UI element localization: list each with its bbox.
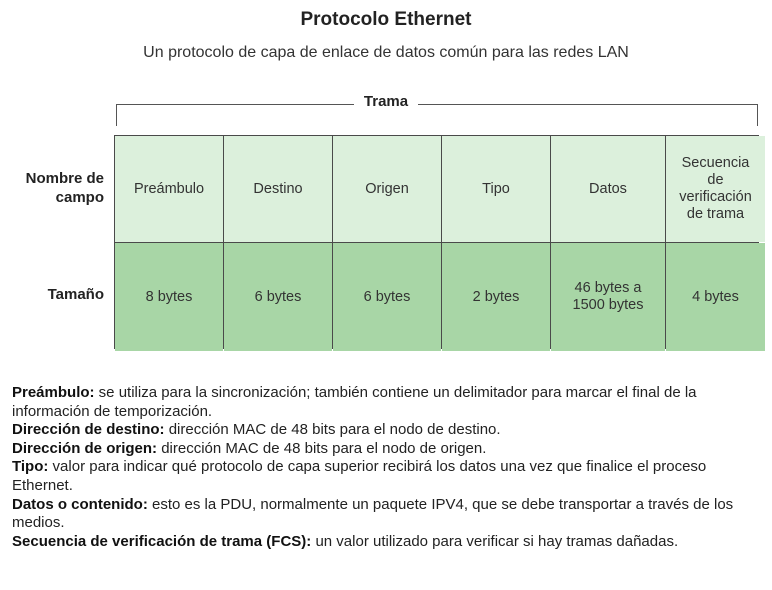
- field-name-cell: [224, 136, 332, 242]
- field-name-cell-line: de trama: [686, 206, 745, 222]
- description-item: [12, 421, 764, 440]
- description-item: [12, 440, 764, 459]
- description-text: un valor utilizado para verificar si hay tramas dañadas.: [311, 532, 679, 550]
- description-text: dirección MAC de 48 bits para el nodo de destino.: [164, 421, 501, 439]
- field-size-cell: [224, 243, 332, 351]
- field-name-cell-line: de: [707, 172, 724, 188]
- field-size-cell: [115, 243, 223, 351]
- field-size-cell-line: 46 bytes a: [574, 280, 642, 296]
- field-size-cell-line: 6 bytes: [254, 288, 302, 305]
- description-term: Tipo:: [12, 458, 49, 476]
- field-name-cell: [666, 136, 765, 242]
- field-size-cell-line: 8 bytes: [145, 288, 193, 305]
- field-size-cell-line: 1500 bytes: [572, 297, 644, 313]
- field-name-cell: [442, 136, 550, 242]
- field-name-cell-line: Preámbulo: [133, 180, 205, 197]
- frame-label-wrap: [0, 93, 772, 111]
- description-item: [12, 458, 764, 495]
- description-term: Datos o contenido:: [12, 495, 148, 513]
- description-term: Dirección de origen:: [12, 439, 158, 457]
- frame-table: [114, 135, 759, 349]
- field-name-cell-line: Tipo: [482, 180, 510, 197]
- description-item: [12, 496, 764, 533]
- frame-label: Trama: [354, 93, 418, 110]
- field-name-cell-line: Origen: [365, 180, 409, 197]
- description-term: Dirección de destino:: [12, 421, 165, 439]
- field-size-cell: [551, 243, 665, 351]
- field-size-cell: [442, 243, 550, 351]
- row-label-field-name: [0, 169, 104, 207]
- row-label-field-name-line1: Nombre de: [25, 170, 104, 187]
- field-name-cell-line: Secuencia: [681, 155, 750, 171]
- row-label-field-name-line2: campo: [55, 189, 104, 206]
- diagram-title: Protocolo Ethernet: [300, 9, 472, 30]
- description-term: Secuencia de verificación de trama (FCS):: [12, 532, 312, 550]
- description-text: dirección MAC de 48 bits para el nodo de origen.: [157, 439, 487, 457]
- description-item: [12, 533, 764, 552]
- field-name-cell: [333, 136, 441, 242]
- field-name-cell: [551, 136, 665, 242]
- row-label-size: Tamaño: [47, 286, 104, 303]
- field-size-cell-line: 4 bytes: [692, 288, 739, 305]
- field-size-cell: [333, 243, 441, 351]
- description-term: Preámbulo:: [12, 384, 95, 401]
- description-text: se utiliza para la sincronización; también contiene un delimitador para marcar el final de la información de temporización.: [12, 384, 697, 420]
- field-name-cell-line: verificación: [679, 189, 752, 205]
- field-size-cell-line: 6 bytes: [363, 288, 411, 305]
- field-size-cell: [666, 243, 765, 351]
- field-size-cell-line: 2 bytes: [472, 288, 520, 305]
- field-descriptions: [12, 384, 764, 551]
- field-name-cell: [115, 136, 223, 242]
- diagram-subtitle: Un protocolo de capa de enlace de datos común para las redes LAN: [143, 44, 629, 61]
- description-text: valor para indicar qué protocolo de capa superior recibirá los datos una vez que finalice el proceso Ethernet.: [12, 458, 707, 494]
- description-item: [12, 384, 764, 421]
- description-text: esto es la PDU, normalmente un paquete IPV4, que se debe transportar a través de los medios.: [12, 495, 734, 532]
- field-name-cell-line: Destino: [253, 180, 303, 197]
- field-name-cell-line: Datos: [589, 180, 627, 197]
